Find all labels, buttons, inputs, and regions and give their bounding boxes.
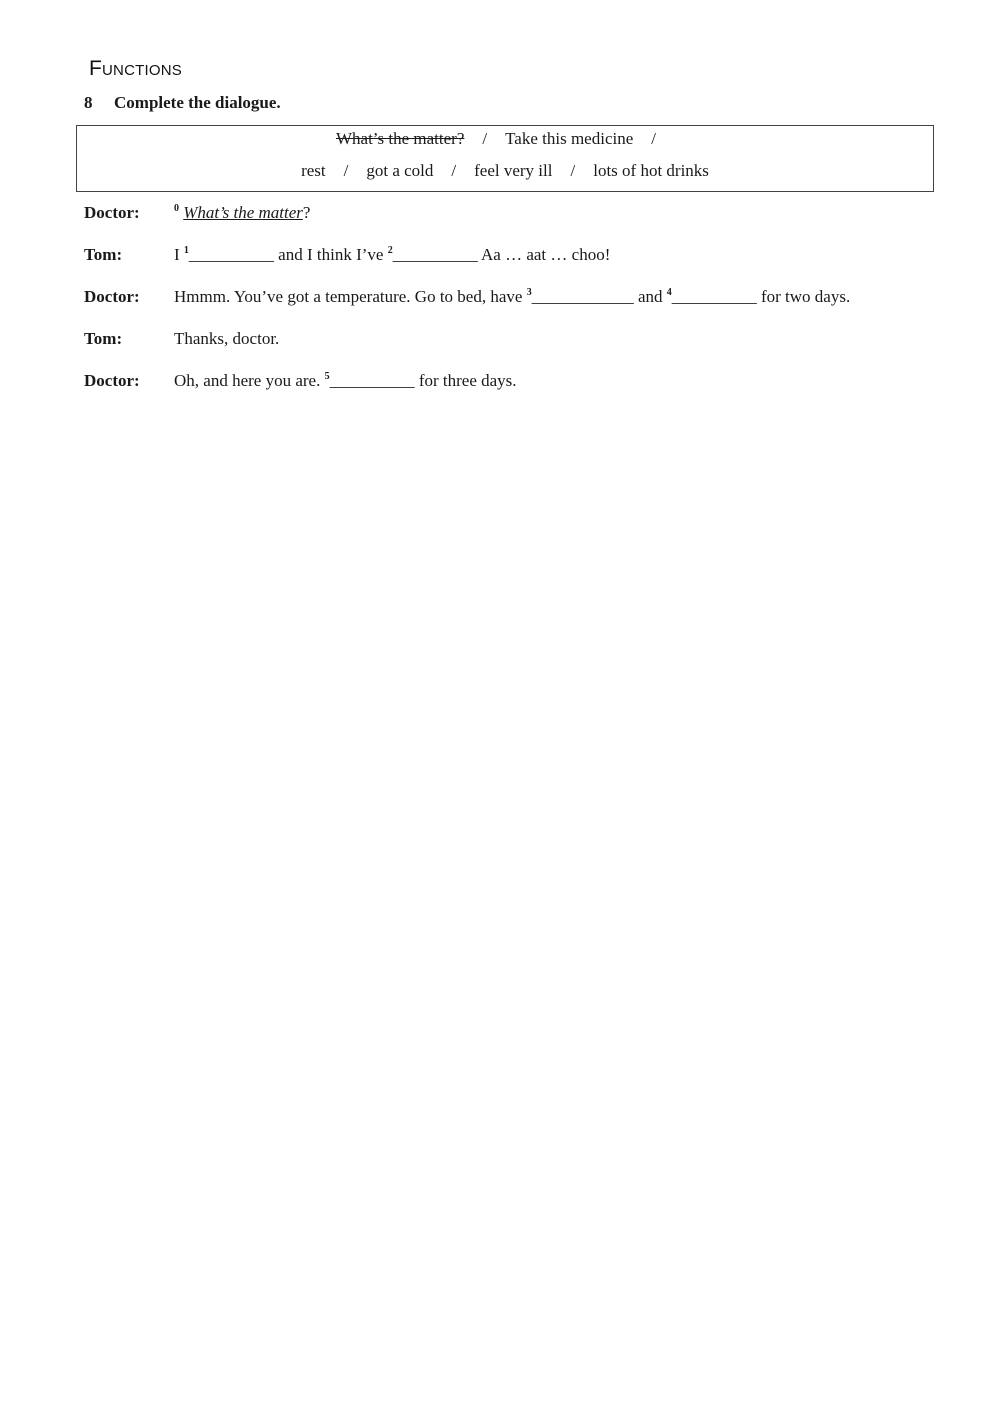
dialogue-row	[84, 287, 850, 307]
item-number: 5	[324, 371, 330, 382]
word-option: rest	[301, 161, 326, 180]
answer-blank-1[interactable]: __________	[188, 245, 274, 264]
line-text: I	[174, 245, 184, 264]
speaker-label: Doctor:	[84, 287, 140, 306]
dialogue-row	[84, 371, 517, 391]
dialogue-row	[84, 329, 279, 349]
word-box-line-2	[77, 161, 933, 181]
word-separator: /	[651, 129, 656, 148]
dialogue-line	[174, 203, 310, 223]
exercise-number: 8	[84, 93, 93, 112]
line-text: Aa … aat … choo!	[477, 245, 611, 264]
exercise-heading	[84, 93, 281, 113]
word-separator: /	[343, 161, 349, 180]
answer-blank-5[interactable]: __________	[329, 371, 415, 390]
line-text: and	[633, 287, 667, 306]
speaker-label: Doctor:	[84, 371, 140, 390]
line-text: ?	[302, 203, 311, 222]
answer-blank-2[interactable]: __________	[392, 245, 478, 264]
word-separator: /	[482, 129, 488, 148]
line-text: Hmmm. You’ve got a temperature. Go to bed, have	[174, 287, 527, 306]
word-option: got a cold	[366, 161, 434, 180]
speaker-label: Doctor:	[84, 203, 140, 222]
line-text: for three days.	[414, 371, 517, 390]
dialogue-row	[84, 245, 610, 265]
word-option: lots of hot drinks	[593, 161, 709, 180]
answer-blank-4[interactable]: __________	[671, 287, 757, 306]
dialogue-line	[174, 287, 850, 307]
speaker-label: Tom:	[84, 329, 123, 348]
item-number: 0	[174, 203, 179, 214]
item-number: 4	[666, 287, 672, 298]
line-text: and I think I’ve	[273, 245, 388, 264]
line-text: Oh, and here you are.	[174, 371, 325, 390]
word-separator: /	[570, 161, 576, 180]
word-option: feel very ill	[474, 161, 553, 180]
word-box	[76, 125, 934, 192]
item-number: 2	[387, 245, 393, 256]
exercise-instruction: Complete the dialogue.	[114, 93, 281, 112]
word-option: Take this medicine	[505, 129, 634, 148]
dialogue-line	[174, 371, 517, 391]
answer-blank-3[interactable]: ____________	[531, 287, 634, 306]
dialogue-line	[174, 245, 610, 265]
dialogue-line	[174, 329, 279, 349]
section-title: Functions	[89, 57, 182, 80]
dialogue-row	[84, 203, 310, 223]
item-number: 3	[526, 287, 532, 298]
word-option-used: What’s the matter?	[335, 129, 465, 148]
word-separator: /	[451, 161, 457, 180]
line-text: for two days.	[756, 287, 851, 306]
speaker-label: Tom:	[84, 245, 123, 264]
word-box-line-1	[77, 129, 933, 149]
line-text: Thanks, doctor.	[174, 329, 280, 348]
item-number: 1	[183, 245, 189, 256]
example-answer: What’s the matter	[183, 203, 303, 222]
